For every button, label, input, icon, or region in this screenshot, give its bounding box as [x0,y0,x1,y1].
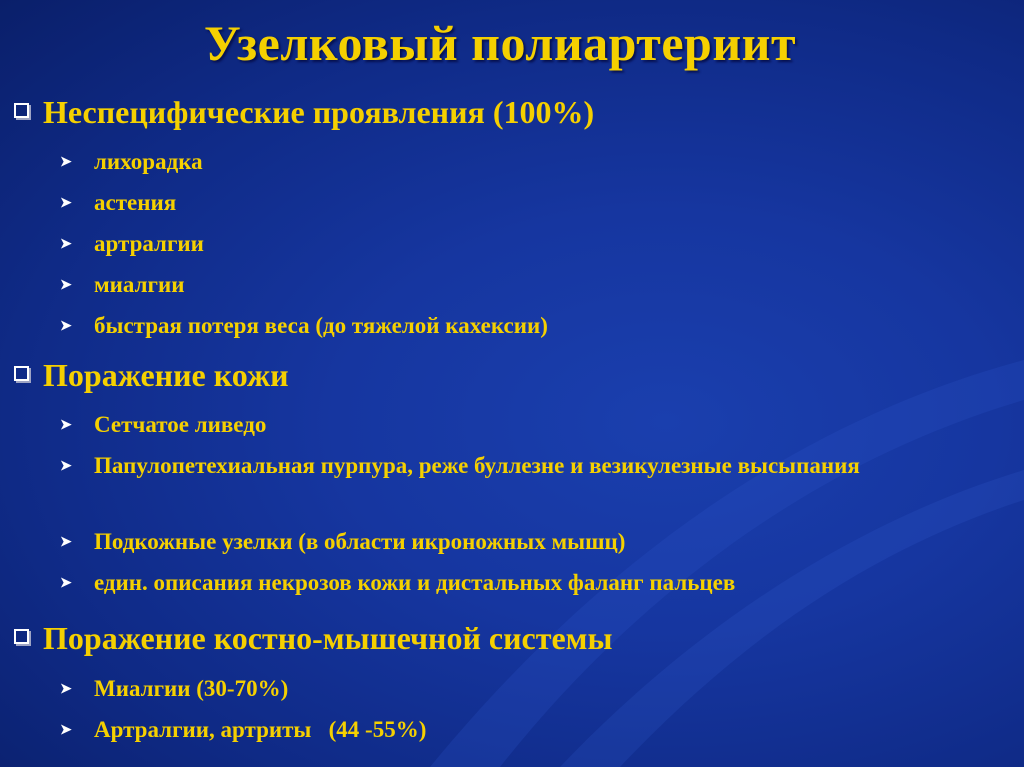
list-item: ➤ быстрая потеря веса (до тяжелой кахексии) [60,309,934,344]
list-item: ➤ миалгии [60,268,934,303]
section-nonspecific [14,94,594,131]
arrow-bullet-icon: ➤ [60,535,72,550]
section-heading: Поражение кожи [43,357,289,393]
list-item: ➤ Папулопетехиальная пурпура, реже буллезне и везикулезные высыпания [60,449,934,484]
arrow-bullet-icon: ➤ [60,576,72,591]
list-item: ➤ един. описания некрозов кожи и дистальных фаланг пальцев [60,566,934,601]
square-bullet-icon [14,103,29,118]
section-heading: Неспецифические проявления (100%) [43,94,595,130]
square-bullet-icon [14,366,29,381]
list-item: ➤ Артралгии, артриты (44 -55%) [60,713,934,748]
arrow-bullet-icon: ➤ [60,319,72,334]
list-item: ➤ астения [60,186,934,221]
list-item: ➤ Подкожные узелки (в области икроножных мышц) [60,525,934,560]
arrow-bullet-icon: ➤ [60,155,72,170]
arrow-bullet-icon: ➤ [60,459,72,474]
section-musculoskeletal [14,620,612,657]
arrow-bullet-icon: ➤ [60,418,72,433]
section-skin [14,357,289,394]
arrow-bullet-icon: ➤ [60,723,72,738]
arrow-bullet-icon: ➤ [60,682,72,697]
square-bullet-icon [14,629,29,644]
slide-title: Узелковый полиартериит [203,15,797,71]
list-item: ➤ артралгии [60,227,934,262]
section-heading: Поражение костно-мышечной системы [43,620,613,656]
arrow-bullet-icon: ➤ [60,237,72,252]
list-item: ➤ лихорадка [60,145,934,180]
list-item: ➤ Миалгии (30-70%) [60,672,934,707]
arrow-bullet-icon: ➤ [60,278,72,293]
arrow-bullet-icon: ➤ [60,196,72,211]
list-item: ➤ Сетчатое ливедо [60,408,934,443]
